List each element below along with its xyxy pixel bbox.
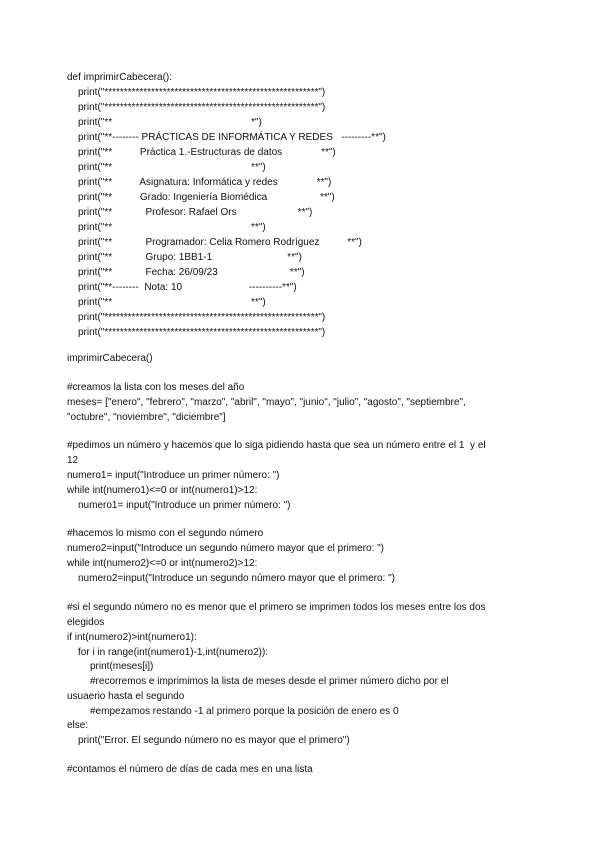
code-line: numero2=input("Introduce un segundo número mayor que el primero: ") <box>78 573 395 584</box>
comment-line: #contamos el número de días de cada mes en una lista <box>67 764 313 775</box>
code-line: print("** Asignatura: Informática y redes **") <box>78 177 332 188</box>
code-line: numero2=input("Introduce un segundo número mayor que el primero: ") <box>67 543 384 554</box>
code-line: print("*******************************************************") <box>78 327 326 338</box>
code-line: print("*******************************************************") <box>78 102 326 113</box>
code-line: print("** Profesor: Rafael Ors **") <box>78 207 313 218</box>
code-line: numero1= input("Introduce un primer número: ") <box>78 500 291 511</box>
code-line: while int(numero1)<=0 or int(numero1)>12: <box>67 485 258 496</box>
comment-line: 12 <box>67 455 79 466</box>
code-line: if int(numero2)>int(numero1): <box>67 632 197 643</box>
code-line: for i in range(int(numero1)-1,int(numero2)): <box>78 647 269 658</box>
comment-line: #pedimos un número y hacemos que lo siga pidiendo hasta que sea un número entre el 1 y el <box>67 440 486 451</box>
code-line: print("** Fecha: 26/09/23 **") <box>78 267 305 278</box>
comment-line: #empezamos restando -1 al primero porque la posición de enero es 0 <box>90 706 399 717</box>
code-line: def imprimirCabecera(): <box>67 72 173 83</box>
code-line: "octubre", "noviembre", "diciembre"] <box>67 412 226 423</box>
code-line: print("** Programador: Celia Romero Rodríguez **") <box>78 237 362 248</box>
code-line: meses= ["enero", "febrero", "marzo", "abril", "mayo", "junio", "julio", "agosto", "septiembre", <box>67 397 466 408</box>
comment-line: elegidos <box>67 617 105 628</box>
code-line: print("** Práctica 1.-Estructuras de datos **") <box>78 147 336 158</box>
comment-line: #creamos la lista con los meses del año <box>67 382 245 393</box>
code-line: print(meses[i]) <box>90 661 154 672</box>
comment-line: #hacemos lo mismo con el segundo número <box>67 528 264 539</box>
code-line: else: <box>67 720 89 731</box>
comment-line: #recorremos e imprimimos la lista de meses desde el primer número dicho por el <box>90 676 449 687</box>
code-line: print("**-------- Nota: 10 ----------**") <box>78 282 297 293</box>
code-line: print("** **") <box>78 162 266 173</box>
code-line: imprimirCabecera() <box>67 353 153 364</box>
code-line: print("*******************************************************") <box>78 87 326 98</box>
comment-line: usuaerio hasta el segundo <box>67 691 185 702</box>
code-line: print("** **") <box>78 297 266 308</box>
code-line: print("** *") <box>78 117 262 128</box>
code-line: print("** Grado: Ingeniería Biomédica **") <box>78 192 335 203</box>
code-line: print("** Grupo: 1BB1-1 **") <box>78 252 302 263</box>
code-line: while int(numero2)<=0 or int(numero2)>12: <box>67 558 258 569</box>
comment-line: #si el segundo número no es menor que el primero se imprimen todos los meses entre los dos <box>67 602 486 613</box>
code-line: print("*******************************************************") <box>78 312 326 323</box>
code-line: print("** **") <box>78 222 266 233</box>
code-line: print("Error. El segundo número no es mayor que el primero") <box>78 735 350 746</box>
code-line: numero1= input("Introduce un primer número: ") <box>67 470 280 481</box>
code-line: print("**-------- PRÁCTICAS DE INFORMÁTICA Y REDES ---------**") <box>78 132 386 143</box>
